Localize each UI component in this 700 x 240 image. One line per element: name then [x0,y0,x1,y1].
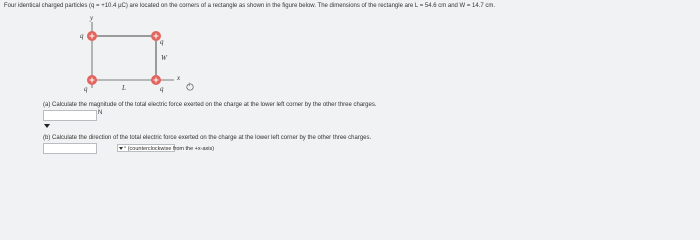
part-a-unit: N [98,110,103,116]
problem-prompt: Four identical charged particles (q = +10.4 μC) are located on the corners of a rectangle as shown in the figure below. The dimensions of the rectangle are L = 54.6 cm and W = 14.7 cm. [4,3,496,9]
part-a-sig-fig-caret[interactable] [44,124,50,128]
part-b-unit-dropdown[interactable] [117,144,215,152]
y-axis-label: y [90,14,94,22]
charge-label-bottom-left: q [84,85,88,93]
l-dimension-label: L [122,84,126,92]
charge-label-top-left: q [80,32,84,40]
charge-bottom-left [87,75,97,85]
part-b-answer-input[interactable] [43,143,97,154]
w-dimension-label: W [161,54,167,62]
x-axis-label: x [177,74,181,82]
part-a-question: (a) Calculate the magnitude of the total electric force exerted on the charge at the lower left corner by the other three charges. [43,102,377,108]
charge-bottom-right [151,75,161,85]
part-b-question: (b) Calculate the direction of the total electric force exerted on the charge at the lower left corner by the other three charges. [43,135,372,141]
charge-label-bottom-right: q [160,85,164,93]
rectangle-figure [60,14,220,114]
part-b-unit: ° (counterclockwise from the +x-axis) [124,146,215,152]
info-icon[interactable]: i [188,83,190,88]
part-a-answer-input[interactable] [43,110,97,121]
rectangle-diagram [60,14,220,114]
charge-top-left [87,31,97,41]
chevron-down-icon [119,147,123,150]
charge-label-top-right: q [160,38,164,46]
